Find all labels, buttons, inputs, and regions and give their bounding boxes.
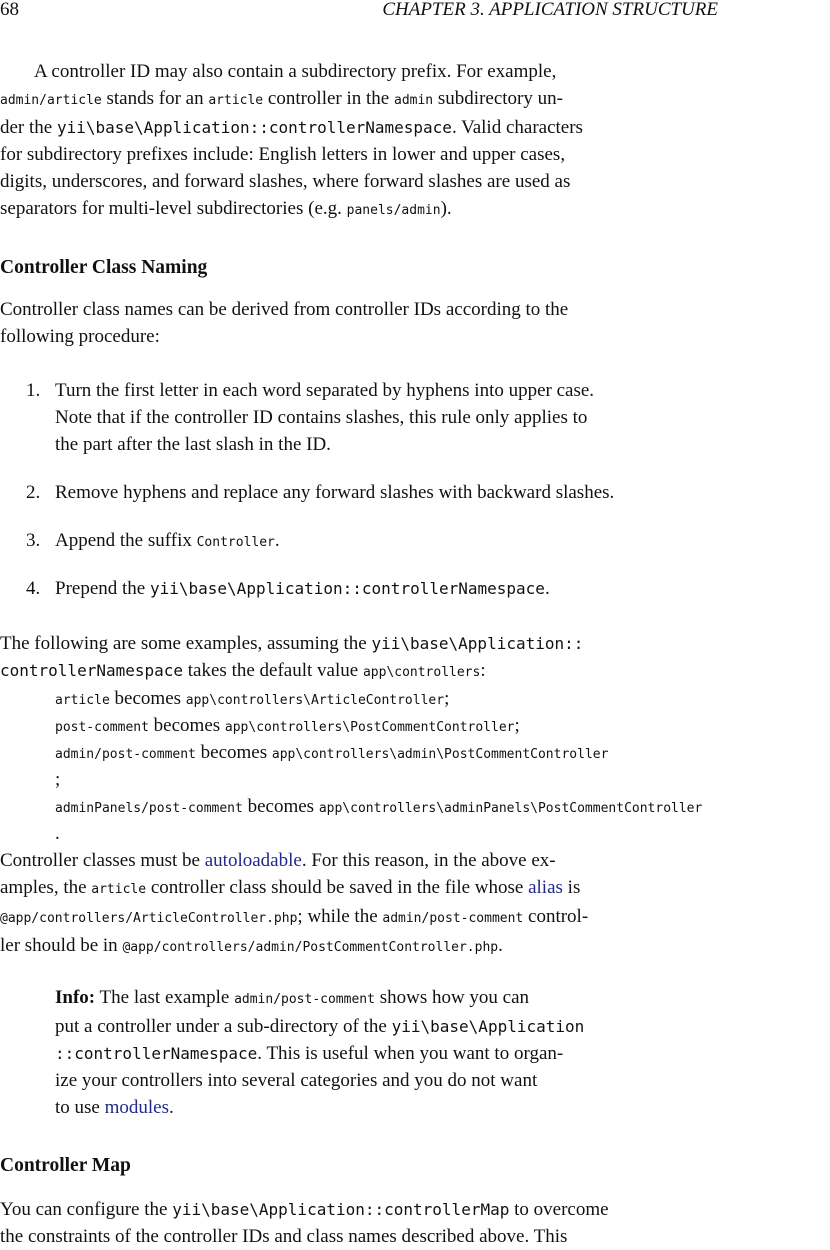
modules-link[interactable]: modules: [104, 1097, 169, 1118]
example-line-3: admin/post-comment becomes app\controllers\admin\PostCommentController: [55, 742, 609, 763]
section-heading-controller-class-naming: Controller Class Naming: [0, 257, 208, 278]
text-line: You can configure the yii\base\Application::controllerMap to overcome: [0, 1199, 609, 1220]
paragraph-subdirectory-prefix: [0, 58, 718, 224]
running-title: CHAPTER 3. APPLICATION STRUCTURE: [382, 0, 718, 20]
text-line: the constraints of the controller IDs and class names described above. This: [0, 1226, 568, 1247]
text-line: to use modules.: [55, 1097, 174, 1118]
text-line: The following are some examples, assuming the yii\base\Application::: [0, 633, 584, 654]
info-label: Info:: [55, 987, 96, 1008]
text-line: ler should be in @app/controllers/admin/PostCommentController.php.: [0, 935, 503, 956]
text-line: A controller ID may also contain a subdirectory prefix. For example,: [34, 61, 557, 82]
text-line: ::controllerNamespace. This is useful when you want to organ-: [55, 1043, 564, 1064]
paragraph-controller-map: [0, 1196, 718, 1250]
text-line: put a controller under a sub-directory of the yii\base\Application: [55, 1016, 585, 1037]
text-line: digits, underscores, and forward slashes, where forward slashes are used as: [0, 171, 571, 192]
paragraph-examples-intro: [0, 630, 718, 686]
example-line-2: post-comment becomes app\controllers\PostCommentController;: [55, 715, 520, 736]
example-line-3-tail: ;: [55, 769, 61, 790]
text-line: Info: The last example admin/post-comment shows how you can: [55, 987, 530, 1008]
page-number: 68: [0, 0, 19, 20]
text-line: Controller classes must be autoloadable. For this reason, in the above ex-: [0, 850, 556, 871]
text-line: admin/article stands for an article controller in the admin subdirectory un-: [0, 88, 563, 109]
section-heading-controller-map: Controller Map: [0, 1155, 131, 1176]
page-header: [0, 0, 718, 24]
text-line: der the yii\base\Application::controllerNamespace. Valid characters: [0, 117, 583, 138]
info-note: [55, 984, 689, 1121]
autoloadable-link[interactable]: autoloadable: [204, 850, 302, 871]
example-line-4-tail: .: [55, 823, 60, 844]
example-line-4: adminPanels/post-comment becomes app\controllers\adminPanels\PostCommentController: [55, 796, 703, 817]
text-line: for subdirectory prefixes include: English letters in lower and upper cases,: [0, 144, 566, 165]
text-line: controllerNamespace takes the default value app\controllers:: [0, 660, 486, 681]
text-line: following procedure:: [0, 326, 160, 347]
paragraph-class-names: [0, 296, 718, 350]
document-page: 68 CHAPTER 3. APPLICATION STRUCTURE A controller ID may also contain a subdirectory prefix. For example, admin/article stands for an article controller in the admin subdirectory un- der the yii\base\Application::controllerNamespace. Valid characters for subdirectory prefixes include: English letters in lower and upper cases, digits, underscores, and forward slashes, where forward slashes are used as separators for multi-level subdirectories (e.g. panels/admin). Controller Class Naming Controller class names can be derived from controller IDs according to the following procedure: 1. Turn the first letter in each word separated by hyphens into upper case. Note that if the controller ID contains slashes, this rule only applies to the part after the last slash in the ID. 2. Remove hyphens and replace any forward slashes with backward slashes. 3. Append the suffix Controller. 4. Prepend the yii\base\Application::controllerNamespace. The following are some examples, assuming the yii\base\Application:: controllerNamespace takes the default value app\controllers: article becomes app\controllers\ArticleController; post-comment becomes app\controllers\PostCommentController; admin/post-comment becomes app\controllers\admin\PostCommentController ; adminPanels/post-comment becomes app\controllers\adminPanels\PostCommentController . Controller classes must be autoloadable. For this reason, in the above ex- amples, the article controller class should be saved in the file whose alias is @app/controllers/ArticleController.php; while the admin/post-comment control- ler should be in @app/controllers/admin/PostCommentController.php. Info: The last example admin/post-comment shows how you can put a controller under a sub-directory of the yii\base\Application ::controllerNamespace. This is useful when you want to organ- ize your controllers into several categories and you do not want to use modules. Controller Map You can configure the yii\base\Application::controllerMap to overcome the constraints of the controller IDs and class names described above. This: [0, 0, 830, 1243]
paragraph-autoloadable: [0, 847, 718, 961]
example-line-1: article becomes app\controllers\ArticleController;: [55, 688, 450, 709]
text-line: @app/controllers/ArticleController.php; while the admin/post-comment control-: [0, 906, 589, 927]
text-line: Controller class names can be derived from controller IDs according to the: [0, 299, 569, 320]
text-line: amples, the article controller class should be saved in the file whose alias is: [0, 877, 581, 898]
text-line: separators for multi-level subdirectories (e.g. panels/admin).: [0, 198, 452, 219]
alias-link[interactable]: alias: [528, 877, 563, 898]
text-line: ize your controllers into several categories and you do not want: [55, 1070, 538, 1091]
